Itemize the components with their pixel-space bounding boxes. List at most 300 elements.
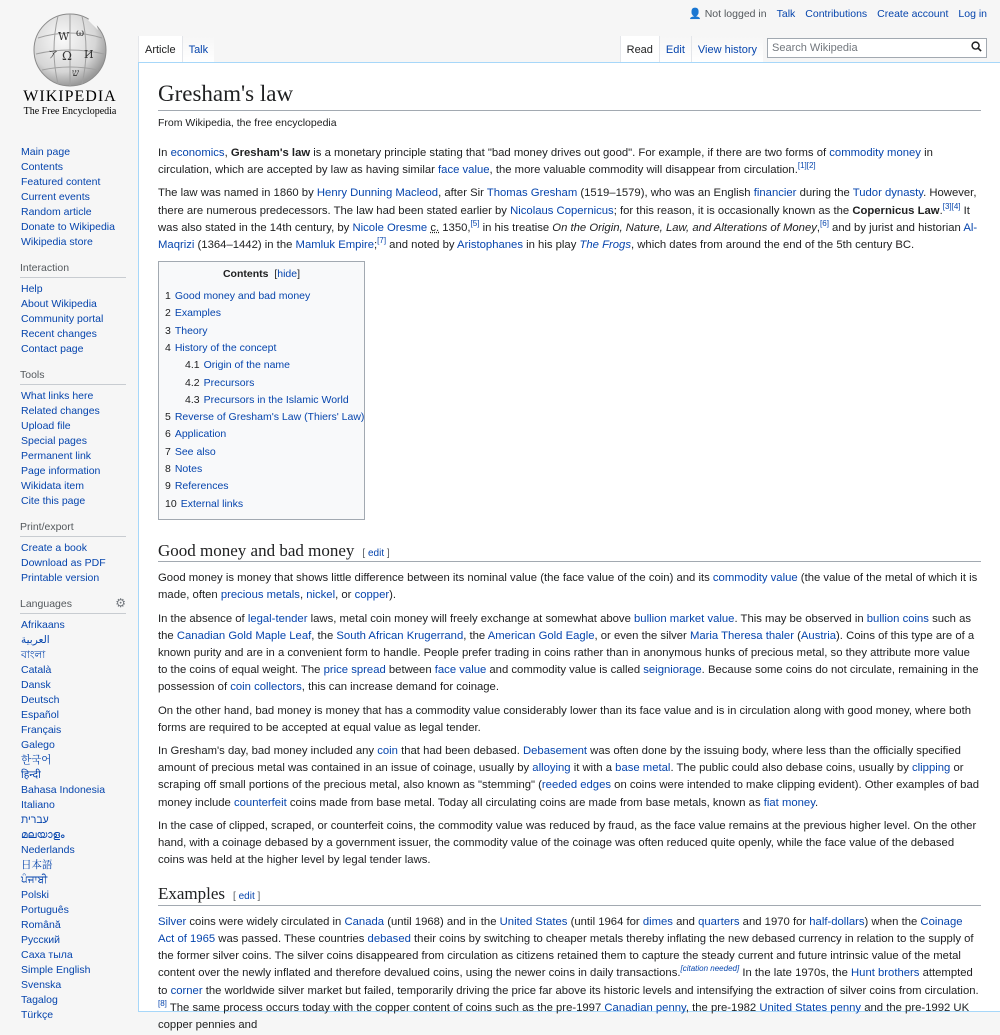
wiki-link[interactable]: legal-tender: [247, 612, 308, 625]
section-edit: [ edit ]: [233, 891, 261, 903]
sidebar-nav-item: [21, 220, 126, 235]
sidebar-language-link[interactable]: 한국어: [21, 754, 52, 766]
sidebar-language-item: [21, 903, 126, 918]
sidebar-tools: [21, 369, 126, 509]
toc-number: 4.3: [185, 393, 200, 406]
log-in-link[interactable]: Log in: [958, 7, 987, 20]
circa-abbr: c.: [430, 221, 440, 234]
text-run: In: [158, 146, 171, 159]
sidebar-language-link[interactable]: Português: [21, 904, 69, 916]
sidebar-language-link[interactable]: Svenska: [21, 979, 62, 991]
wiki-link[interactable]: Al-Maqrizi: [158, 221, 978, 251]
sidebar-print-link[interactable]: Download as PDF: [21, 557, 106, 569]
toc-link[interactable]: Theory: [174, 324, 208, 337]
sidebar-language-link[interactable]: Deutsch: [21, 694, 60, 706]
toc-title-label: Contents: [222, 268, 269, 281]
toc-link[interactable]: External links: [180, 497, 244, 510]
toc-number: 4.2: [185, 376, 200, 389]
sidebar-nav-link[interactable]: Wikipedia store: [21, 236, 93, 248]
sidebar-language-link[interactable]: മലയാളം: [21, 829, 65, 841]
toc-item[interactable]: [165, 444, 358, 461]
toc-title: [165, 268, 358, 280]
wiki-link[interactable]: The Frogs: [579, 238, 631, 251]
toc-link[interactable]: Notes: [174, 463, 203, 476]
toc-number: 10: [165, 497, 177, 510]
wiki-link[interactable]: economics: [170, 146, 225, 159]
toc-number: 4.1: [185, 359, 200, 372]
reference-sup: [820, 219, 829, 228]
text-run: in circulation, which are accepted by law as having similar: [158, 146, 933, 177]
wiki-link[interactable]: precious metals: [220, 589, 300, 602]
sidebar-nav-item: [21, 145, 126, 160]
text-run: , this can increase demand for coinage.: [301, 681, 499, 694]
sidebar-language-item: [21, 798, 126, 813]
reference-sup: [158, 999, 167, 1008]
not-logged-in: [689, 7, 767, 20]
sidebar-tools-link[interactable]: Related changes: [21, 405, 100, 417]
section-edit-link[interactable]: edit: [238, 891, 255, 903]
text-run: coins made from base metal. Today all circulating coins are made from base metals, known as: [286, 796, 764, 809]
text-run: , the: [463, 629, 488, 642]
sidebar-interaction-link[interactable]: Contact page: [21, 343, 84, 355]
wiki-link[interactable]: Canadian Gold Maple Leaf: [176, 629, 312, 642]
sidebar-language-item: [21, 978, 126, 993]
toc-item[interactable]: [165, 323, 358, 340]
svg-text:W: W: [58, 30, 70, 43]
sidebar-language-item: [21, 918, 126, 933]
wiki-link[interactable]: Austria: [800, 629, 837, 642]
sidebar-tools-item: [21, 389, 126, 404]
interaction-heading: Interaction: [20, 262, 126, 278]
sidebar-print-link[interactable]: Create a book: [21, 542, 87, 554]
good-money-paragraph-4: [158, 743, 981, 812]
contributions-link[interactable]: Contributions: [805, 7, 868, 20]
text-run: , the: [311, 629, 337, 642]
sidebar-language-link[interactable]: বাংলা: [21, 649, 46, 661]
bold-term: Copernicus Law: [852, 204, 940, 217]
wiki-link[interactable]: commodity value: [712, 572, 798, 585]
wiki-link[interactable]: Tudor dynasty: [852, 187, 924, 200]
wiki-link[interactable]: Hunt brothers: [851, 967, 920, 980]
text-run: their coins by switching to cheaper metals thereby inflating the new debased currency in relation to the supply of the former silver coins. The silver coins disappeared from circulation as citizens retained them to capture the steady current and future intrinsic value of the metal content over the newly inflated and therefore devalued coins, using the newer coins in daily transactions.: [158, 932, 974, 980]
text-run: On the other hand, bad money is money that has a commodity value considerably lower than its face value and is in circulation along with good money, where both forms are required to be accepted at equal value as legal tender.: [158, 704, 972, 734]
text-run: .: [939, 204, 943, 217]
toc-link[interactable]: Origin of the name: [203, 359, 290, 372]
toc-item[interactable]: [165, 288, 358, 305]
text-run: coins were widely circulated in: [186, 915, 345, 928]
wiki-link[interactable]: reeded edges: [541, 779, 612, 792]
toc-link[interactable]: See also: [174, 445, 216, 458]
wiki-link[interactable]: nickel: [306, 589, 336, 602]
svg-text:ω: ω: [76, 28, 85, 39]
sidebar-interaction-link[interactable]: Community portal: [21, 313, 104, 325]
sidebar-tools-item: [21, 464, 126, 479]
sidebar-language-link[interactable]: Dansk: [21, 679, 51, 691]
wiki-link[interactable]: dimes: [642, 915, 673, 928]
svg-text:ש: ש: [72, 68, 80, 79]
wiki-link[interactable]: United States: [499, 915, 568, 928]
text-run: ; for this reason, it is occasionally known as the: [613, 204, 853, 217]
wiki-link[interactable]: Thomas Gresham: [486, 187, 578, 200]
wiki-link[interactable]: bullion market value: [634, 612, 735, 625]
sidebar-language-item: [21, 1008, 126, 1023]
wiki-link[interactable]: United States penny: [759, 1001, 862, 1014]
sidebar-language-link[interactable]: Bahasa Indonesia: [21, 784, 106, 796]
text-run: was often done by the issuing body, where less than the officially specified amount of precious metal was contained in an issue of coinage, usually by: [158, 745, 961, 775]
text-run: ,: [816, 221, 821, 234]
sidebar-nav-link[interactable]: Main page: [21, 146, 71, 158]
wiki-link[interactable]: Nicolaus Copernicus: [510, 204, 614, 217]
wiki-link[interactable]: clipping: [912, 762, 951, 775]
wiki-link[interactable]: commodity money: [829, 146, 921, 159]
sidebar-language-item: [21, 648, 126, 663]
good-money-paragraph-3: [158, 703, 981, 737]
globe-icon: [28, 10, 112, 90]
section-edit-link[interactable]: edit: [367, 547, 385, 559]
wiki-link[interactable]: Canadian penny: [604, 1001, 686, 1014]
toc-link[interactable]: References: [174, 480, 229, 493]
wikipedia-logo[interactable]: [20, 10, 120, 125]
toc-hide-link[interactable]: hide: [277, 268, 298, 281]
wiki-link[interactable]: copper: [354, 589, 390, 602]
reference-link[interactable]: [4]: [951, 201, 961, 211]
tab-talk[interactable]: [182, 36, 215, 62]
sidebar-language-link[interactable]: Español: [21, 709, 59, 721]
sidebar-tools-link[interactable]: Special pages: [21, 435, 87, 447]
tab-view-history[interactable]: [691, 36, 763, 62]
sidebar-language-link[interactable]: Nederlands: [21, 844, 75, 856]
svg-text:И: И: [84, 48, 94, 61]
search-icon[interactable]: [966, 41, 986, 55]
tools-heading: Tools: [20, 369, 126, 385]
text-run: ,: [299, 589, 307, 602]
reference-sup: [952, 202, 961, 211]
reference-sup: [798, 161, 807, 170]
sidebar-language-link[interactable]: Саха тыла: [21, 949, 73, 961]
tab-read[interactable]: [620, 36, 659, 62]
user-talk-link[interactable]: Talk: [776, 7, 796, 20]
sidebar-language-item: [21, 633, 126, 648]
wiki-link[interactable]: Coinage Act of 1965: [158, 915, 963, 945]
toc-link[interactable]: Precursors: [203, 376, 255, 389]
sidebar-print-link[interactable]: Printable version: [21, 572, 100, 584]
text-run: (1519–1579), who was an English: [577, 187, 754, 200]
toc-item[interactable]: [165, 496, 358, 513]
sidebar-tools-link[interactable]: Permanent link: [21, 450, 92, 462]
tab-edit[interactable]: [659, 36, 691, 62]
text-run: 1350,: [439, 221, 471, 234]
reference-link[interactable]: [1]: [797, 161, 807, 171]
svg-text:ア: ア: [48, 50, 58, 61]
wiki-link[interactable]: counterfeit: [233, 796, 287, 809]
logo-wordmark: WIKIPEDIA: [23, 88, 117, 105]
sidebar-tools-link[interactable]: Upload file: [21, 420, 71, 432]
text-run: ) when the: [864, 915, 921, 928]
toc-item[interactable]: [165, 461, 358, 478]
tab-talk-label[interactable]: Talk: [188, 44, 209, 56]
intro-paragraph-2: [158, 185, 981, 254]
reference-link[interactable]: [6]: [820, 218, 829, 228]
article-content: [138, 62, 1000, 1031]
sidebar-language-item: [21, 813, 126, 828]
text-run: ,: [224, 146, 231, 159]
wiki-link[interactable]: coin: [377, 745, 398, 758]
text-run: ;: [374, 238, 378, 251]
sidebar-nav-item: [21, 175, 126, 190]
toc-number: 3: [165, 324, 171, 337]
sidebar-language-link[interactable]: עברית: [21, 814, 49, 826]
tab-article[interactable]: [138, 36, 182, 62]
text-run: that had been debased.: [397, 745, 523, 758]
toc-link[interactable]: Precursors in the Islamic World: [203, 393, 349, 406]
text-run: , the more valuable commodity will disappear from circulation.: [489, 164, 798, 177]
languages-heading-label: Languages: [20, 598, 72, 610]
toc-link[interactable]: Examples: [174, 307, 221, 320]
text-run: . The public could also debase coins, usually by: [670, 762, 913, 775]
text-run: , which dates from around the end of the 5th century BC.: [630, 238, 915, 251]
sidebar-tools-item: [21, 449, 126, 464]
sidebar-language-link[interactable]: Simple English: [21, 964, 91, 976]
sidebar-interaction: [21, 262, 126, 357]
toc-item[interactable]: [165, 426, 358, 443]
wiki-link[interactable]: Maria Theresa thaler: [689, 629, 794, 642]
sidebar-nav-link[interactable]: Current events: [21, 191, 90, 203]
sidebar-language-link[interactable]: ਪੰਜਾਬੀ: [21, 874, 48, 886]
reference-sup: [377, 236, 386, 245]
text-run: In the case of clipped, scraped, or counterfeit coins, the commodity value was reduced by fraud, as the face value remains at the previous higher level. On the other hand, with a coinage debased by a government issuer, the commodity value of the coinage was often reduced quite openly, while the face value of the debased coins was held at the higher level by legal tender laws.: [158, 819, 977, 867]
toc-number: 7: [165, 445, 171, 458]
sidebar-language-item: [21, 768, 126, 783]
toc-item[interactable]: [165, 392, 358, 409]
sidebar-language-link[interactable]: Français: [21, 724, 62, 736]
toc-item[interactable]: [165, 478, 358, 495]
tab-view-history-label[interactable]: View history: [697, 44, 757, 56]
text-run: and: [672, 915, 699, 928]
toc-number: 9: [165, 480, 171, 493]
wiki-link[interactable]: Aristophanes: [457, 238, 523, 251]
reference-link[interactable]: [citation needed]: [680, 964, 740, 974]
wiki-link[interactable]: South African Krugerrand: [336, 629, 464, 642]
create-account-link[interactable]: Create account: [877, 7, 949, 20]
wiki-link[interactable]: base metal: [615, 762, 671, 775]
sidebar-tools-link[interactable]: Wikidata item: [21, 480, 85, 492]
toc-hide: [hide]: [274, 268, 301, 281]
sidebar-nav-link[interactable]: Contents: [21, 161, 64, 173]
sidebar-language-item: [21, 873, 126, 888]
wiki-link[interactable]: Debasement: [522, 745, 588, 758]
sidebar-language-item: [21, 963, 126, 978]
tab-edit-label[interactable]: Edit: [665, 44, 685, 56]
sidebar-language-link[interactable]: Italiano: [21, 799, 55, 811]
personal-tools: [689, 7, 987, 20]
wiki-link[interactable]: price spread: [323, 664, 386, 677]
sidebar-language-item: [21, 843, 126, 858]
section-title: Examples: [158, 884, 226, 904]
sidebar-language-item: [21, 993, 126, 1008]
namespace-tabs: [138, 36, 214, 62]
sidebar-interaction-item: [21, 342, 126, 357]
text-run: . However, there are numerous predecessors. The law had been stated earlier by: [158, 187, 977, 217]
sidebar-language-link[interactable]: Català: [21, 664, 52, 676]
reference-link[interactable]: [7]: [377, 236, 387, 246]
sidebar-tools-link[interactable]: Cite this page: [21, 495, 86, 507]
wiki-link[interactable]: corner: [170, 984, 203, 997]
wiki-link[interactable]: Canada: [344, 915, 385, 928]
wiki-link[interactable]: face value: [434, 664, 487, 677]
wiki-link[interactable]: financier: [753, 187, 797, 200]
text-run: and 1970 for: [739, 915, 810, 928]
table-of-contents: [158, 261, 365, 520]
toc-item[interactable]: [165, 340, 358, 357]
text-run: In the late 1970s, the: [739, 967, 851, 980]
wiki-link[interactable]: debased: [367, 932, 411, 945]
sidebar-interaction-link[interactable]: Recent changes: [21, 328, 97, 340]
section-edit: [ edit ]: [362, 547, 390, 559]
toc-item[interactable]: [165, 409, 365, 426]
reference-link[interactable]: [3]: [942, 201, 952, 211]
text-run: such as the: [158, 612, 972, 642]
sidebar-language-link[interactable]: Afrikaans: [21, 619, 65, 631]
text-run: it with a: [570, 762, 616, 775]
print-heading: Print/export: [20, 521, 126, 537]
section-title: Good money and bad money: [158, 540, 355, 560]
text-run: and commodity value is called: [486, 664, 644, 677]
languages-heading: [20, 598, 126, 614]
reference-link[interactable]: [2]: [806, 161, 816, 171]
text-run: .: [815, 796, 819, 809]
sidebar-tools-link[interactable]: What links here: [21, 390, 94, 402]
toc-link[interactable]: Reverse of Gresham's Law (Thiers' Law): [174, 411, 365, 424]
wiki-link[interactable]: Silver: [158, 915, 187, 928]
reference-sup: [943, 202, 952, 211]
reference-link[interactable]: [5]: [470, 218, 480, 228]
sidebar: [21, 143, 126, 1035]
wiki-link[interactable]: Mamluk Empire: [295, 238, 374, 251]
sidebar-interaction-item: [21, 282, 126, 297]
sidebar-nav-link[interactable]: Featured content: [21, 176, 101, 188]
toc-number: 8: [165, 463, 171, 476]
sidebar-language-link[interactable]: Tagalog: [21, 994, 58, 1006]
sidebar-language-item: [21, 858, 126, 873]
wiki-link[interactable]: American Gold Eagle: [487, 629, 595, 642]
sidebar-language-link[interactable]: Türkçe: [21, 1009, 54, 1021]
text-run: The same process occurs today with the copper content of coins such as the pre-1997: [166, 1001, 605, 1014]
logo-tagline: The Free Encyclopedia: [23, 106, 117, 117]
site-subtitle: From Wikipedia, the free encyclopedia: [158, 116, 337, 129]
sidebar-language-link[interactable]: العربية: [21, 634, 50, 646]
tab-article-label: Article: [145, 44, 176, 56]
sidebar-tools-link[interactable]: Page information: [21, 465, 101, 477]
sidebar-language-link[interactable]: 日本語: [21, 859, 53, 871]
sidebar-language-item: [21, 693, 126, 708]
sidebar-language-item: [21, 753, 126, 768]
reference-link[interactable]: [8]: [158, 998, 167, 1008]
text-run: . This may be observed in: [734, 612, 867, 625]
text-run: in his play: [522, 238, 580, 251]
text-run: The law was named in 1860 by: [158, 187, 317, 200]
wiki-link[interactable]: Henry Dunning Macleod: [316, 187, 439, 200]
sidebar-interaction-link[interactable]: About Wikipedia: [21, 298, 97, 310]
wiki-link[interactable]: coin collectors: [230, 681, 302, 694]
wiki-link[interactable]: half-dollars: [809, 915, 865, 928]
sidebar-language-link[interactable]: Polski: [21, 889, 50, 901]
text-run: , or: [335, 589, 355, 602]
section-heading-good-money: [158, 540, 981, 562]
wiki-link[interactable]: fiat money: [763, 796, 816, 809]
text-run: , or even the silver: [594, 629, 690, 642]
text-run: , after Sir: [438, 187, 487, 200]
not-logged-in-label: Not logged in: [704, 8, 767, 20]
sidebar-nav-item: [21, 160, 126, 175]
text-run: and noted by: [386, 238, 458, 251]
sidebar-tools-item: [21, 404, 126, 419]
sidebar-language-item: [21, 723, 126, 738]
search-input[interactable]: [768, 42, 966, 54]
sidebar-language-link[interactable]: हिन्दी: [21, 769, 41, 781]
sidebar-nav-link[interactable]: Donate to Wikipedia: [21, 221, 115, 233]
reference-sup: [807, 161, 816, 170]
sidebar-language-link[interactable]: Русский: [21, 934, 60, 946]
sidebar-language-link[interactable]: Galego: [21, 739, 55, 751]
text-run: and by jurist and historian: [828, 221, 964, 234]
gear-icon[interactable]: ⚙: [115, 596, 126, 610]
text-run: the worldwide silver market but failed, temporarily driving the price far above its historic levels and intensifying the extraction of silver coins from circulation.: [202, 984, 979, 997]
text-run: between: [385, 664, 435, 677]
wiki-link[interactable]: bullion coins: [866, 612, 929, 625]
sidebar-language-item: [21, 738, 126, 753]
text-run: (: [793, 629, 801, 642]
sidebar-language-item: [21, 888, 126, 903]
sidebar-interaction-item: [21, 327, 126, 342]
text-run: , the pre-1982: [685, 1001, 760, 1014]
wiki-link[interactable]: face value: [438, 164, 490, 177]
toc-link[interactable]: Application: [174, 428, 227, 441]
reference-sup: [680, 965, 739, 974]
sidebar-nav-link[interactable]: Random article: [21, 206, 92, 218]
text-run: (until 1964 for: [567, 915, 643, 928]
wiki-link[interactable]: Nicole Oresme: [352, 221, 428, 234]
text-run: was passed. These countries: [215, 932, 368, 945]
text-run: and the pre-1992 UK copper pennies and: [158, 1001, 970, 1031]
sidebar-language-item: [21, 828, 126, 843]
toc-item[interactable]: [165, 305, 358, 322]
italic-text: On the Origin, Nature, Law, and Alterations of Money: [552, 221, 817, 234]
sidebar-nav-item: [21, 190, 126, 205]
wiki-link[interactable]: seigniorage: [643, 664, 702, 677]
wiki-link[interactable]: alloying: [532, 762, 571, 775]
text-run: It was also stated in the 14th century, by: [158, 204, 970, 234]
wiki-link[interactable]: quarters: [698, 915, 740, 928]
text-run: is a monetary principle stating that "bad money drives out good". For example, if there are two forms of: [310, 146, 830, 159]
sidebar-language-link[interactable]: Română: [21, 919, 61, 931]
text-run: In the absence of: [158, 612, 248, 625]
toc-item[interactable]: [165, 357, 358, 374]
toc-link[interactable]: History of the concept: [174, 342, 277, 354]
bold-term: Gresham's law: [230, 146, 311, 159]
user-icon: 👤: [688, 8, 702, 20]
sidebar-interaction-link[interactable]: Help: [21, 283, 43, 295]
text-run: in his treatise: [479, 221, 553, 234]
toc-number: 4: [165, 342, 171, 354]
sidebar-language-item: [21, 708, 126, 723]
toc-link[interactable]: Good money and bad money: [174, 290, 311, 303]
sidebar-print-item: [21, 541, 126, 556]
toc-item[interactable]: [165, 375, 358, 392]
section-heading-examples: [158, 883, 981, 905]
toc-number: 6: [165, 428, 171, 441]
sidebar-language-item: [21, 678, 126, 693]
good-money-paragraph-2: [158, 611, 981, 697]
